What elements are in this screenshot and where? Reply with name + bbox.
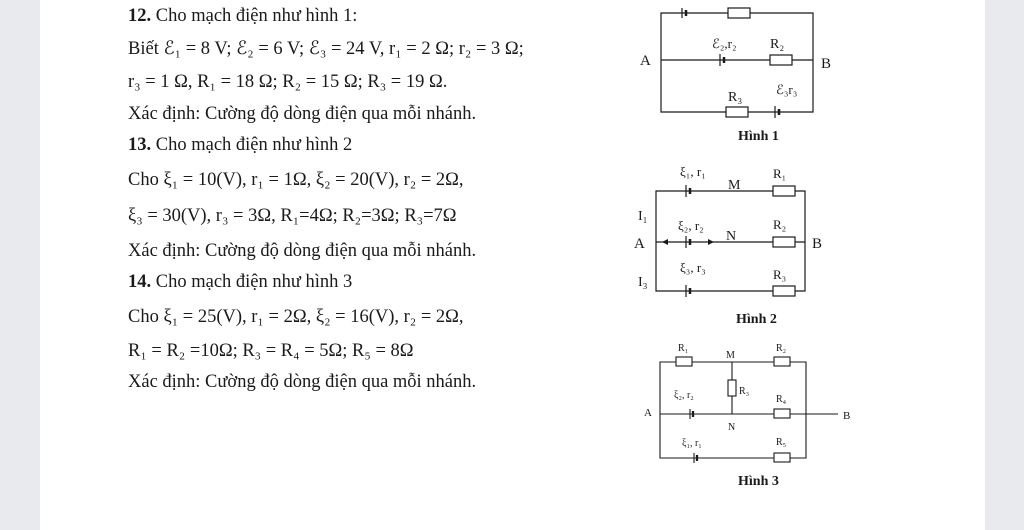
node-m-label: M — [726, 350, 735, 361]
resistor-r2 — [774, 357, 790, 366]
problem-13-heading — [128, 134, 352, 156]
problem-number: 14. — [128, 272, 152, 292]
problem-title: Cho mạch điện như hình 3 — [155, 272, 353, 292]
node-b-label: B — [812, 236, 823, 252]
r3-label: R₃ — [739, 386, 750, 397]
document-page — [40, 0, 985, 530]
resistor-r3 — [726, 107, 748, 117]
problem-12-heading — [128, 5, 357, 27]
r4-label: R₄ — [776, 394, 787, 405]
e2-label: ξ₂, r₂ — [674, 390, 694, 401]
resistor-r2 — [773, 237, 795, 247]
problem-14-given-1: Cho ξ₁ = 25(V), r₁ = 2Ω, ξ₂ = 16(V), r₂ = 2Ω, — [128, 307, 464, 327]
r3-label: R₃ — [728, 90, 743, 105]
figure-2 — [618, 158, 858, 330]
problem-13-given-2: ξ₃ = 30(V), r₃ = 3Ω, R₁=4Ω; R₂=3Ω; R₃=7Ω — [128, 206, 457, 226]
resistor-r3 — [773, 286, 795, 296]
problem-title: Cho mạch điện như hình 1: — [155, 6, 358, 26]
r2-label: R₂ — [776, 343, 787, 354]
problem-14-given-2: R₁ = R₂ =10Ω; R₃ = R₄ = 5Ω; R₅ = 8Ω — [128, 341, 414, 361]
e3-label: ξ₃, r₃ — [680, 260, 706, 275]
node-n-label: N — [726, 229, 737, 244]
resistor-r3 — [728, 380, 736, 396]
problem-12-given-1: Biết ℰ₁ = 8 V; ℰ₂ = 6 V; ℰ₃ = 24 V, r₁ = 2 Ω; r₂ = 3 Ω; — [128, 39, 524, 59]
figure-2-caption: Hình 2 — [736, 312, 777, 327]
node-m-label: M — [728, 178, 741, 193]
figure-3-caption: Hình 3 — [738, 474, 779, 489]
problem-12-given-2: r₃ = 1 Ω, R₁ = 18 Ω; R₂ = 15 Ω; R₃ = 19 Ω. — [128, 72, 448, 92]
figure-3 — [638, 338, 858, 498]
problem-number: 12. — [128, 6, 152, 26]
r2-label: R₂ — [773, 217, 787, 232]
figure-1 — [618, 0, 858, 150]
node-a-label: A — [634, 236, 645, 252]
resistor-r1 — [728, 8, 750, 18]
r1-label: R₁ — [678, 343, 689, 354]
wire-top-branch — [661, 13, 813, 60]
e2-label: ξ₂, r₂ — [678, 218, 704, 233]
node-a-label: A — [644, 407, 652, 419]
i3-label: I₃ — [638, 275, 648, 290]
resistor-r4 — [774, 409, 790, 418]
r3-label: R₃ — [773, 267, 787, 282]
resistor-r1 — [773, 186, 795, 196]
e1-label: ξ₁, r₁ — [682, 438, 702, 449]
node-b-label: B — [821, 56, 832, 72]
problem-number: 13. — [128, 135, 152, 155]
e1-label: ξ₁, r₁ — [680, 164, 706, 179]
problem-14-heading — [128, 271, 352, 293]
problem-title: Cho mạch điện như hình 2 — [155, 135, 353, 155]
branch-2-label: ℰ₂,r₂ — [712, 36, 737, 51]
r2-label: R₂ — [770, 37, 785, 52]
branch-3-label: ℰ₃r₃ — [776, 82, 798, 97]
resistor-r5 — [774, 453, 790, 462]
problem-13-given-1: Cho ξ₁ = 10(V), r₁ = 1Ω, ξ₂ = 20(V), r₂ = 2Ω, — [128, 170, 464, 190]
problem-13-task: Xác định: Cường độ dòng điện qua mỗi nhánh. — [128, 241, 477, 261]
figure-1-caption: Hình 1 — [738, 129, 779, 144]
node-a-label: A — [640, 53, 651, 69]
resistor-r2 — [770, 55, 792, 65]
r5-label: R₅ — [776, 437, 787, 448]
problem-14-task: Xác định: Cường độ dòng điện qua mỗi nhánh. — [128, 372, 477, 392]
node-b-label: B — [843, 410, 851, 422]
i1-label: I₁ — [638, 209, 648, 224]
resistor-r1 — [676, 357, 692, 366]
r1-label: R₁ — [773, 166, 787, 181]
problem-12-task: Xác định: Cường độ dòng điện qua mỗi nhánh. — [128, 104, 477, 124]
node-n-label: N — [728, 422, 736, 433]
